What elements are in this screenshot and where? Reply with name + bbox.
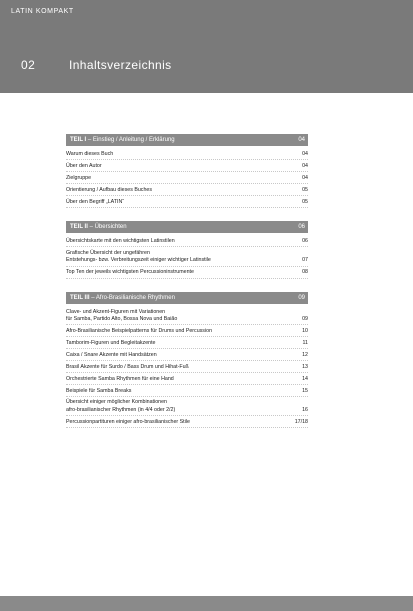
toc-entry[interactable] <box>66 388 308 397</box>
entry-title: Tamborim-Figuren und Begleitakzente <box>66 339 156 346</box>
section-header[interactable]: TEIL III – Afro-Brasilianische Rhythmen 09 <box>66 292 308 304</box>
entry-page: 04 <box>302 151 308 157</box>
entry-title: Grafische Übersicht der ungefähren Entstehungs- bzw. Verbreitungszeit einiger wichtiger Latinstile <box>66 249 211 264</box>
toc-entry[interactable] <box>66 352 308 361</box>
section-title: Einstieg / Anleitung / Erklärung <box>92 137 175 143</box>
toc-entry[interactable] <box>66 309 308 326</box>
section-title: Übersichten <box>94 224 127 231</box>
entry-title: Übersichtskarte mit den wichtigsten Latinstilen <box>66 238 175 245</box>
entry-page: 08 <box>302 269 308 276</box>
entry-page: 11 <box>302 339 308 346</box>
entry-title: Top Ten der jeweils wichtigsten Percussioninstrumente <box>66 269 194 276</box>
toc-entry[interactable] <box>66 340 308 349</box>
entry-title: Clave- und Akzent-Figuren mit Variationen für Samba, Partido Alto, Bossa Nova und Baião <box>66 308 178 323</box>
entry-title: Orchestrierte Samba Rhythmen für eine Hand <box>66 375 174 382</box>
entry-page: 16 <box>302 406 308 413</box>
footer-bar <box>0 596 413 611</box>
toc-entry[interactable] <box>66 163 308 172</box>
section-header[interactable]: TEIL II – Übersichten 06 <box>66 221 308 233</box>
entry-page: 15 <box>302 387 308 394</box>
entry-title: Zielgruppe <box>66 174 92 181</box>
toc-section-teil-3 <box>66 292 308 428</box>
toc-entry[interactable] <box>66 175 308 184</box>
toc-entry[interactable] <box>66 187 308 196</box>
chapter-number: 02 <box>21 58 36 72</box>
section-label: TEIL I <box>70 137 87 143</box>
running-title: LATIN KOMPAKT <box>11 8 74 15</box>
entry-page: 14 <box>302 375 308 382</box>
entry-page: 04 <box>302 162 308 169</box>
toc-entry[interactable] <box>66 364 308 373</box>
toc-entry[interactable] <box>66 151 308 160</box>
toc-entry[interactable] <box>66 238 308 247</box>
entry-title: Übersicht einiger möglicher Kombinationen afro-brasilianischer Rhythmen (in 4/4 oder 2/2) <box>66 399 176 413</box>
entry-page: 17/18 <box>294 418 308 425</box>
table-of-contents <box>66 134 308 441</box>
entry-title: Orientierung / Aufbau dieses Buches <box>66 186 152 193</box>
section-page: 09 <box>298 294 305 301</box>
entry-page: 06 <box>302 238 308 245</box>
header-bar <box>0 0 413 93</box>
entry-page: 04 <box>302 174 308 181</box>
toc-entry[interactable] <box>66 269 308 278</box>
entry-title: Percussionpartituren einiger afro-brasilianischer Stile <box>66 418 190 425</box>
section-label: TEIL II <box>70 224 88 231</box>
entry-title: Afro-Brasilianische Beispielpatterns für Drums und Percussion <box>66 327 213 334</box>
toc-entry[interactable] <box>66 328 308 337</box>
entry-title: Brasil Akzente für Surdo / Bass Drum und Hihat-Fuß <box>66 363 189 370</box>
entry-page: 12 <box>302 351 308 358</box>
entry-title: Beispiele für Samba Breaks <box>66 387 132 394</box>
toc-entry[interactable] <box>66 250 308 267</box>
chapter-title: Inhaltsverzeichnis <box>69 58 172 72</box>
entry-title: Über den Begriff „LATIN“ <box>66 198 125 205</box>
toc-entry[interactable] <box>66 199 308 208</box>
section-label: TEIL III <box>70 294 90 301</box>
entry-page: 10 <box>302 327 308 334</box>
entry-title: Caixa / Snare Akzente mit Handsätzen <box>66 351 157 358</box>
entry-page: 05 <box>302 198 308 205</box>
section-page: 06 <box>298 224 305 231</box>
toc-section-teil-2 <box>66 221 308 279</box>
entry-page: 07 <box>302 257 308 264</box>
toc-entry[interactable] <box>66 399 308 416</box>
entry-title: Über den Autor <box>66 162 102 169</box>
entry-page: 13 <box>302 363 308 370</box>
toc-entry[interactable] <box>66 376 308 385</box>
entry-page: 09 <box>302 316 308 323</box>
section-page: 04 <box>298 137 305 143</box>
section-title: Afro-Brasilianische Rhythmen <box>95 294 175 301</box>
section-header[interactable]: TEIL I – Einstieg / Anleitung / Erklärung 04 <box>66 134 308 146</box>
entry-title: Warum dieses Buch <box>66 151 114 157</box>
toc-section-teil-1 <box>66 134 308 208</box>
toc-entry[interactable] <box>66 419 308 428</box>
entry-page: 05 <box>302 186 308 193</box>
